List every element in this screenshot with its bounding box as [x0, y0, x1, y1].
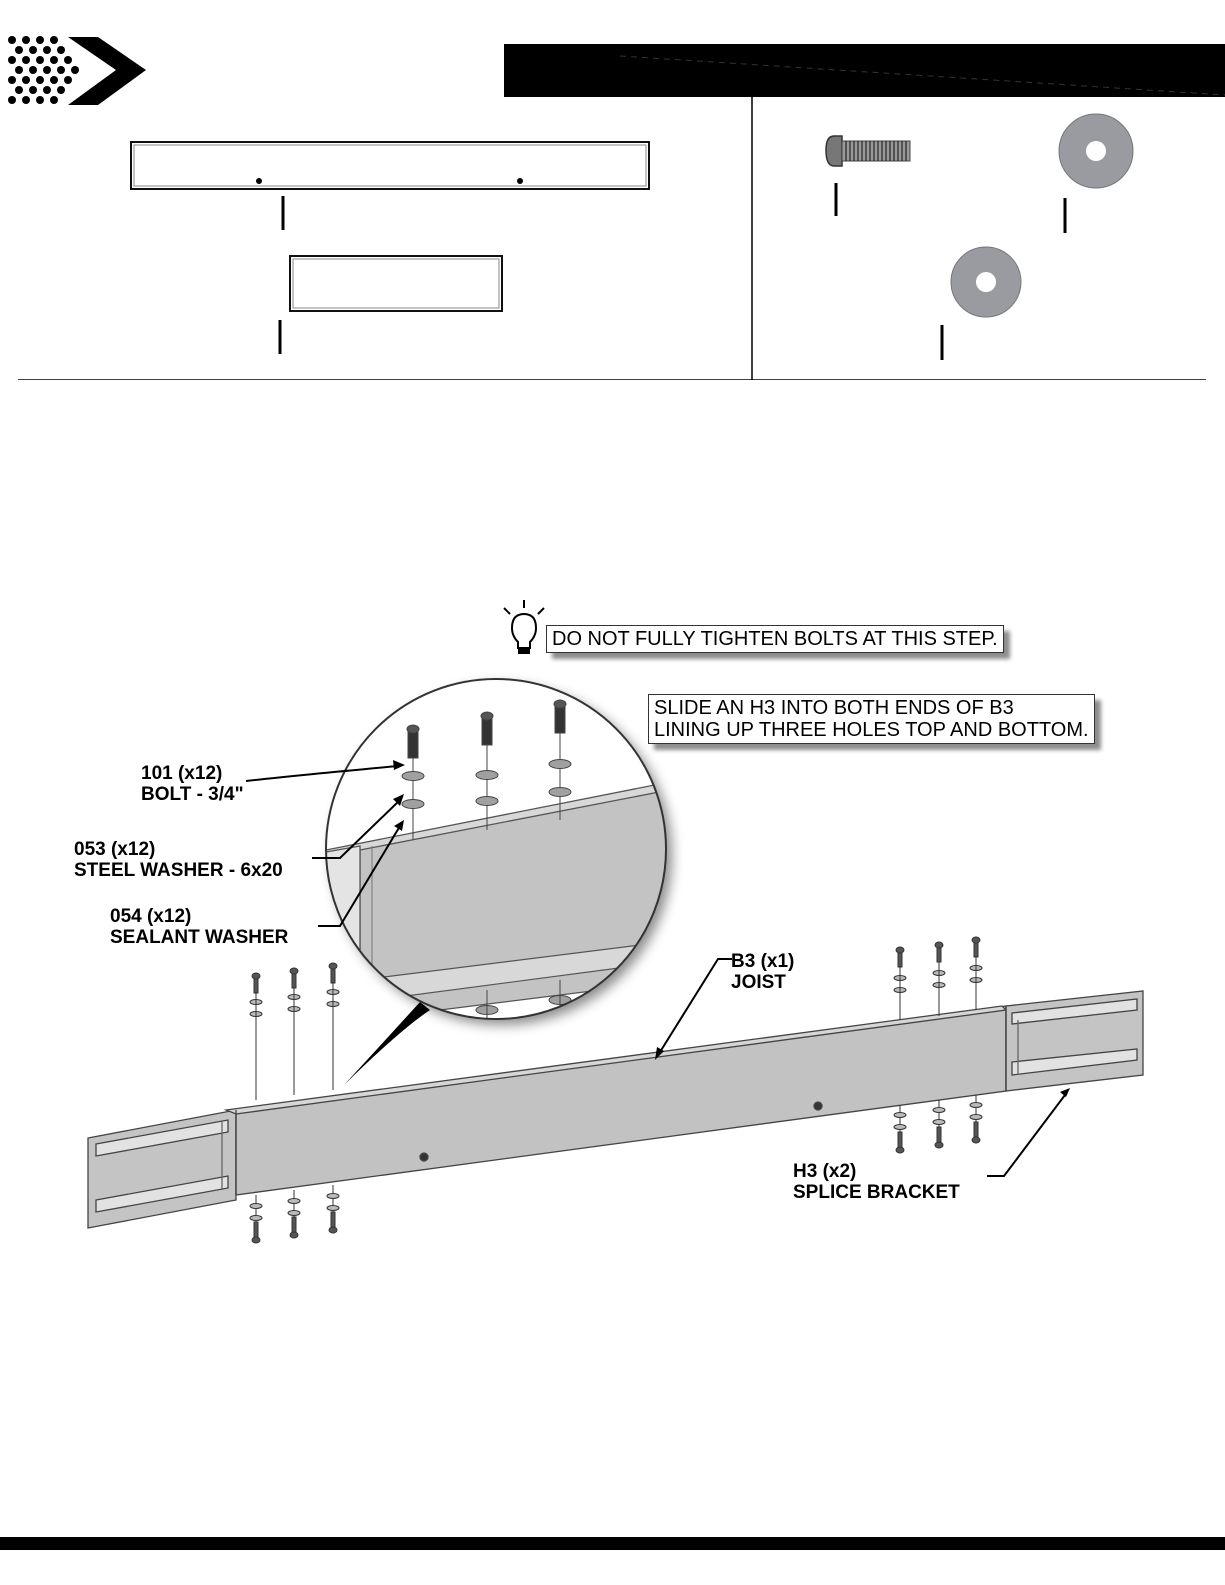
zoom-detail — [320, 670, 680, 1030]
tip-text: DO NOT FULLY TIGHTEN BOLTS AT THIS STEP. — [552, 628, 998, 650]
steel-washer-icon — [1059, 114, 1133, 188]
steel-washer-callout-name: STEEL WASHER - 6x20 — [74, 860, 283, 881]
header-banner — [504, 44, 1225, 97]
instruction-box — [648, 694, 1095, 744]
bolt-icon — [826, 136, 910, 166]
dotted-arrow-logo-icon — [8, 36, 146, 105]
bolt-callout-name: BOLT - 3/4" — [141, 784, 244, 805]
joist-assembly — [88, 991, 1143, 1228]
sealant-washer-callout — [110, 906, 288, 948]
tip-box — [546, 625, 1004, 653]
sealant-washer-callout-name: SEALANT WASHER — [110, 927, 289, 948]
zoom-connector — [344, 1002, 430, 1085]
joist-callout — [731, 951, 794, 993]
instruction-line-1: SLIDE AN H3 INTO BOTH ENDS OF B3 — [654, 697, 1014, 719]
splice-callout-name: SPLICE BRACKET — [793, 1182, 960, 1203]
footer-bar — [0, 1537, 1225, 1550]
lightbulb-icon — [504, 600, 544, 654]
joist-callout-code: B3 (x1) — [731, 951, 795, 972]
bolt-callout-code: 101 (x12) — [141, 763, 223, 784]
splice-callout-code: H3 (x2) — [793, 1161, 857, 1182]
sealant-washer-callout-code: 054 (x12) — [110, 906, 192, 927]
part-rail-outline — [131, 142, 649, 189]
joist-callout-name: JOIST — [731, 972, 786, 993]
instruction-line-2: LINING UP THREE HOLES TOP AND BOTTOM. — [654, 719, 1089, 741]
header-graphics — [0, 0, 1225, 380]
sealant-washer-icon — [951, 247, 1021, 317]
assembly-drawing — [0, 380, 1225, 1585]
splice-callout — [793, 1161, 960, 1203]
bolt-callout — [141, 763, 244, 805]
steel-washer-callout-code: 053 (x12) — [74, 839, 156, 860]
part-bracket-outline — [290, 256, 502, 311]
steel-washer-callout — [74, 839, 283, 881]
